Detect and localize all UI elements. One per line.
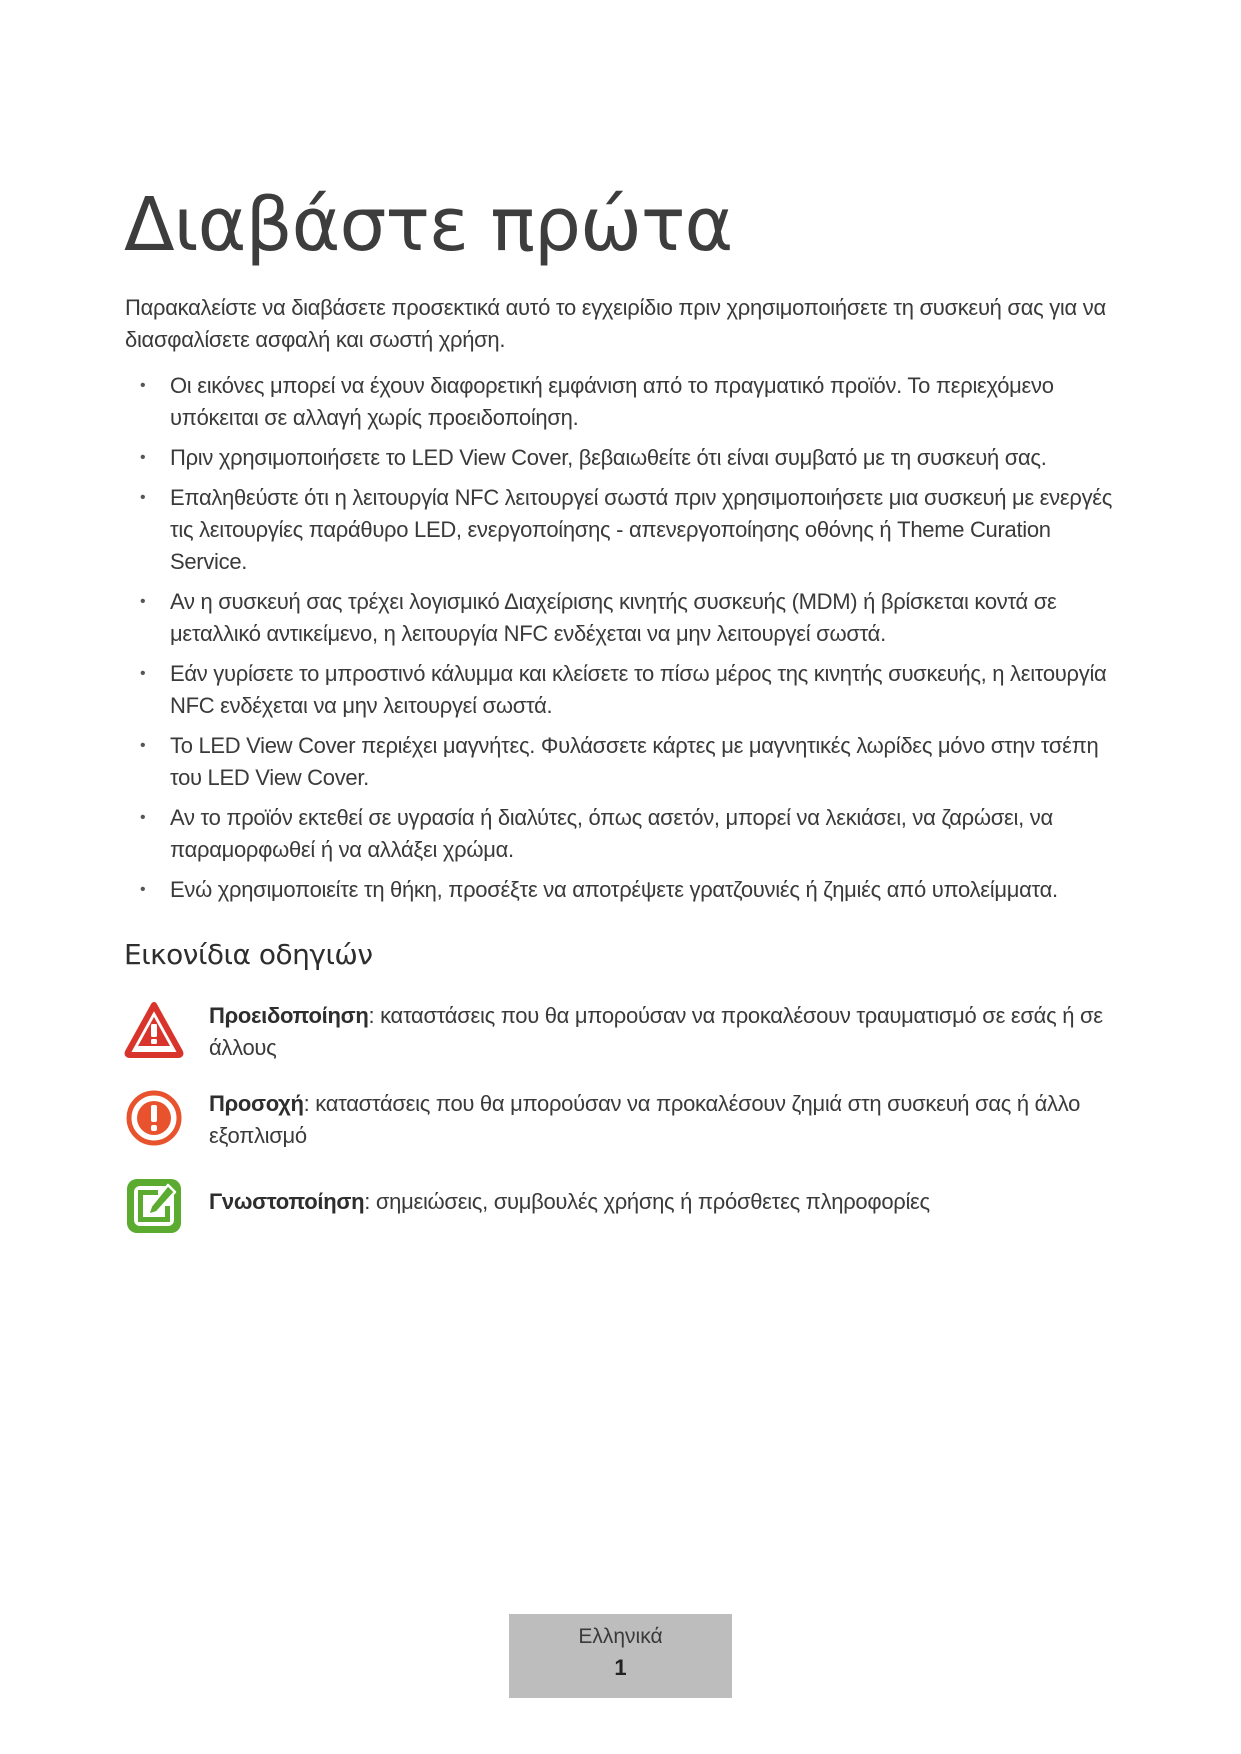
icons-section-heading: Εικονίδια οδηγιών bbox=[124, 938, 373, 971]
list-item-text: Οι εικόνες μπορεί να έχουν διαφορετική εμφάνιση από το πραγματικό προϊόν. Το περιεχόμενο υπόκειται σε αλλαγή χωρίς προειδοποίηση. bbox=[170, 373, 1054, 430]
caution-text: : καταστάσεις που θα μπορούσαν να προκαλέσουν ζημιά στη συσκευή σας ή άλλο εξοπλισμό bbox=[209, 1091, 1081, 1148]
list-item bbox=[125, 730, 1125, 794]
list-item bbox=[125, 874, 1125, 906]
page-footer bbox=[509, 1614, 732, 1698]
list-item bbox=[125, 482, 1125, 578]
note-label: Γνωστοποίηση bbox=[209, 1189, 365, 1214]
list-item-text: Αν η συσκευή σας τρέχει λογισμικό Διαχείρισης κινητής συσκευής (MDM) ή βρίσκεται κοντά σε μεταλλικό αντικείμενο, η λειτουργία NFC ενδέχεται να μην λειτουργεί σωστά. bbox=[170, 589, 1057, 646]
page-number: 1 bbox=[614, 1655, 627, 1680]
list-item-text: Εάν γυρίσετε το μπροστινό κάλυμμα και κλείσετε το πίσω μέρος της κινητής συσκευής, η λειτουργία NFC ενδέχεται να μην λειτουργεί σωστά. bbox=[170, 661, 1107, 718]
notice-list bbox=[125, 370, 1125, 914]
footer-language: Ελληνικά bbox=[578, 1625, 663, 1648]
note-text: : σημειώσεις, συμβουλές χρήσης ή πρόσθετες πληροφορίες bbox=[364, 1189, 930, 1214]
list-item-text: Πριν χρησιμοποιήσετε το LED View Cover, βεβαιωθείτε ότι είναι συμβατό με τη συσκευή σας. bbox=[170, 445, 1047, 470]
list-item bbox=[125, 370, 1125, 434]
list-item bbox=[125, 442, 1125, 474]
warning-text: : καταστάσεις που θα μπορούσαν να προκαλέσουν τραυματισμό σε εσάς ή σε άλλους bbox=[209, 1003, 1103, 1060]
bullet-icon: • bbox=[140, 809, 146, 826]
bullet-icon: • bbox=[140, 593, 146, 610]
bullet-icon: • bbox=[140, 737, 146, 754]
bullet-icon: • bbox=[140, 377, 146, 394]
bullet-icon: • bbox=[140, 449, 146, 466]
page-title: Διαβάστε πρώτα bbox=[124, 182, 733, 268]
bullet-icon: • bbox=[140, 489, 146, 506]
bullet-icon: • bbox=[140, 665, 146, 682]
list-item bbox=[125, 658, 1125, 722]
list-item bbox=[125, 802, 1125, 866]
caution-label: Προσοχή bbox=[209, 1091, 304, 1116]
note-description bbox=[209, 1186, 1134, 1218]
caution-exclamation-icon bbox=[124, 1088, 184, 1148]
bullet-icon: • bbox=[140, 881, 146, 898]
list-item-text: Το LED View Cover περιέχει μαγνήτες. Φυλάσσετε κάρτες με μαγνητικές λωρίδες μόνο στην τσέπη του LED View Cover. bbox=[170, 733, 1099, 790]
list-item bbox=[125, 586, 1125, 650]
caution-description bbox=[209, 1088, 1134, 1152]
note-pen-icon bbox=[124, 1176, 184, 1236]
warning-label: Προειδοποίηση bbox=[209, 1003, 369, 1028]
list-item-text: Αν το προϊόν εκτεθεί σε υγρασία ή διαλύτες, όπως ασετόν, μπορεί να λεκιάσει, να ζαρώσει, να παραμορφωθεί ή να αλλάξει χρώμα. bbox=[170, 805, 1053, 862]
intro-paragraph: Παρακαλείστε να διαβάσετε προσεκτικά αυτό το εγχειρίδιο πριν χρησιμοποιήσετε τη συσκευή σας για να διασφαλίσετε ασφαλή και σωστή χρήση. bbox=[125, 295, 1106, 352]
list-item-text: Επαληθεύστε ότι η λειτουργία NFC λειτουργεί σωστά πριν χρησιμοποιήσετε μια συσκευή με ενεργές τις λειτουργίες παράθυρο LED, ενεργοποίησης - απενεργοποίησης οθόνης ή Theme Curation Service. bbox=[170, 485, 1113, 574]
list-item-text: Ενώ χρησιμοποιείτε τη θήκη, προσέξτε να αποτρέψετε γρατζουνιές ή ζημιές από υπολείμματα. bbox=[170, 877, 1058, 902]
warning-description bbox=[209, 1000, 1134, 1064]
warning-triangle-icon bbox=[124, 1000, 184, 1060]
